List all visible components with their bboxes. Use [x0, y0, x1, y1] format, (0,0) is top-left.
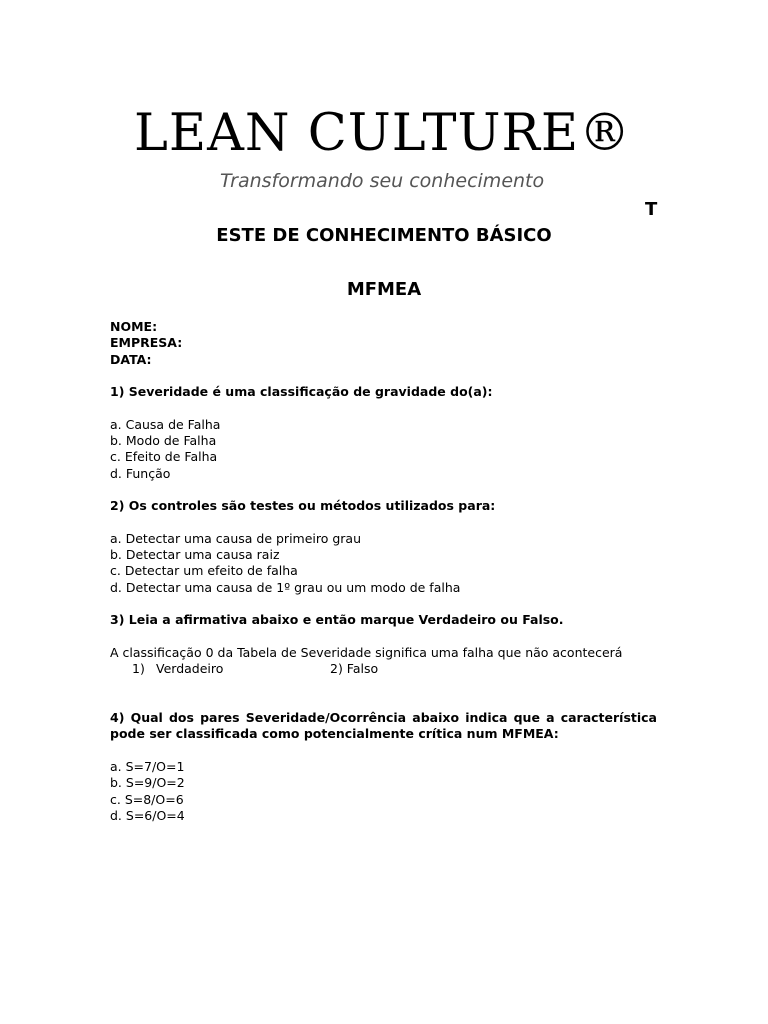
document-subtitle: MFMEA: [346, 279, 422, 300]
q3-statement: A classificação 0 da Tabela de Severidade significa uma falha que não acontecerá: [110, 644, 623, 660]
field-company: EMPRESA:: [110, 335, 183, 351]
logo-title: LEAN CULTURE®: [134, 104, 632, 163]
q4-option-a: a. S=7/O=1: [110, 759, 185, 775]
q1-option-a: a. Causa de Falha: [110, 416, 221, 432]
q4-option-b: b. S=9/O=2: [110, 775, 185, 791]
q4-option-c: c. S=8/O=6: [110, 791, 184, 807]
q1-option-d: d. Função: [110, 465, 171, 481]
title-initial-letter: T: [645, 199, 658, 220]
q3-answer-true: Verdadeiro: [156, 661, 224, 677]
field-name: NOME:: [110, 319, 158, 334]
q1-option-b: b. Modo de Falha: [110, 433, 217, 449]
document-title: ESTE DE CONHECIMENTO BÁSICO: [216, 225, 552, 246]
q2-option-c: c. Detectar um efeito de falha: [110, 563, 298, 579]
q1-option-c: c. Efeito de Falha: [110, 449, 218, 465]
q2-option-b: b. Detectar uma causa raiz: [110, 547, 280, 563]
q2-option-d: d. Detectar uma causa de 1º grau ou um modo de falha: [110, 579, 461, 595]
document-body: [110, 319, 657, 824]
q2-option-a: a. Detectar uma causa de primeiro grau: [110, 530, 362, 546]
field-date: DATA:: [110, 351, 152, 367]
question-4: 4) Qual dos pares Severidade/Ocorrência abaixo indica que a característica pode ser classificada como potencialmente crítica num MFMEA:: [110, 710, 657, 742]
question-3: 3) Leia a afirmativa abaixo e então marque Verdadeiro ou Falso.: [110, 612, 564, 628]
question-1: 1) Severidade é uma classificação de gravidade do(a):: [110, 384, 493, 400]
question-2: 2) Os controles são testes ou métodos utilizados para:: [110, 498, 496, 514]
logo-tagline: Transformando seu conhecimento: [220, 170, 545, 192]
q3-answers: [110, 661, 657, 677]
q3-answer-1-number: 1): [132, 661, 145, 677]
q4-option-d: d. S=6/O=4: [110, 807, 185, 823]
q3-answer-false: 2) Falso: [330, 661, 379, 677]
